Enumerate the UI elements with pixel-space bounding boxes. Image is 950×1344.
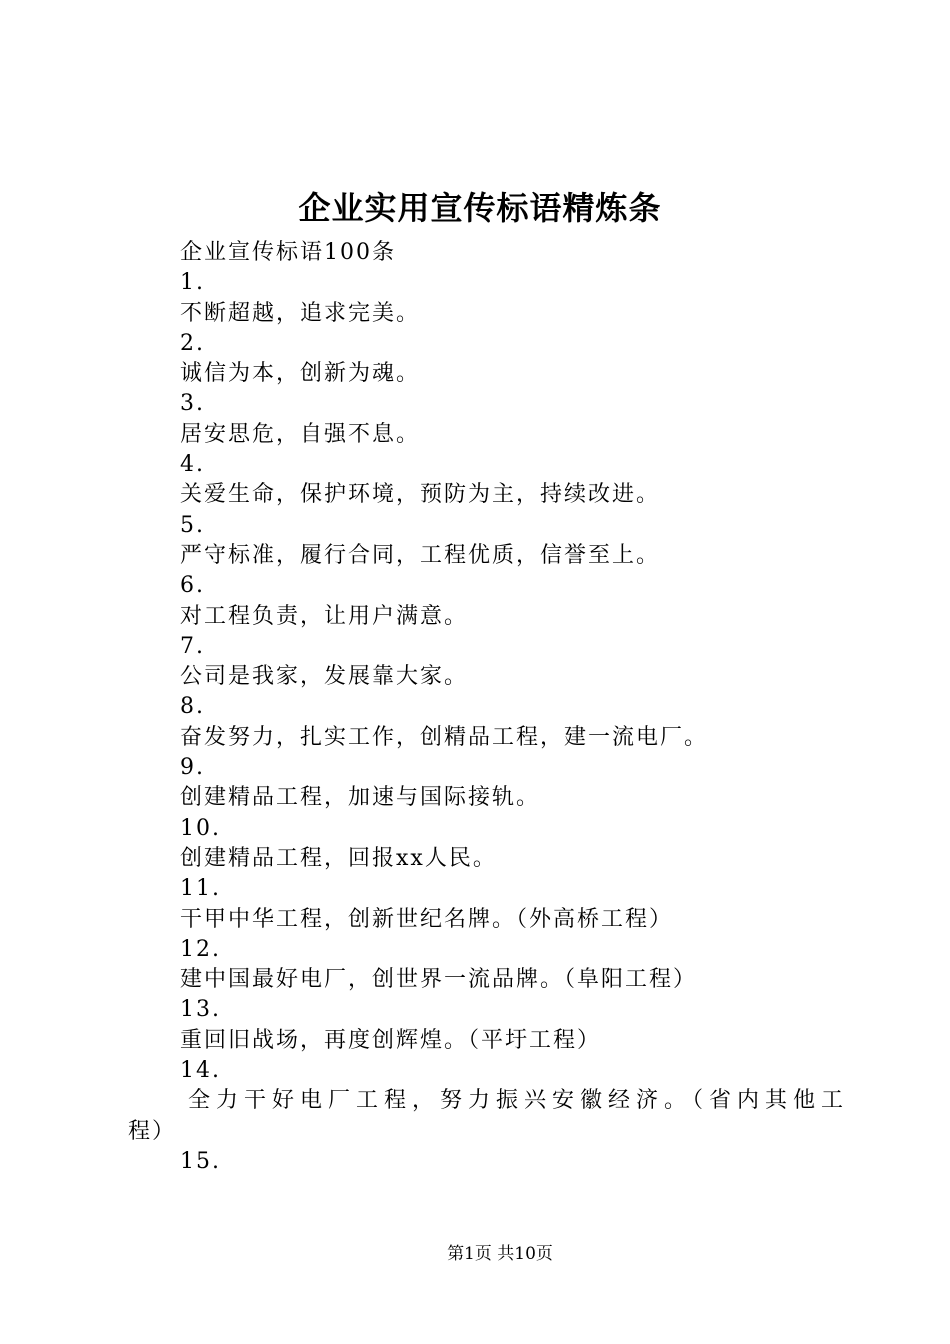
item-number: 3. <box>180 391 205 417</box>
item-text-wrapped <box>128 1086 850 1147</box>
item-number: 14. <box>180 1058 221 1084</box>
item-number: 12. <box>180 936 221 962</box>
item-text: 诚信为本，创新为魂。 <box>180 361 421 387</box>
item-number: 9. <box>180 755 205 781</box>
document-body <box>128 238 850 1177</box>
item-text-first-line: 全力干好电厂工程，努力振兴安徽经济。（省内其他工 <box>188 1088 850 1114</box>
page-footer: 第1页 共10页 <box>447 1244 553 1264</box>
item-text: 严守标准，履行合同，工程优质，信誉至上。 <box>180 542 661 568</box>
item-number: 1. <box>180 270 205 296</box>
item-text: 对工程负责，让用户满意。 <box>180 603 469 629</box>
item-number: 15. <box>180 1148 221 1174</box>
subtitle: 企业宣传标语100条 <box>180 240 396 265</box>
item-text-continuation: 程） <box>128 1118 177 1144</box>
item-number: 7. <box>180 633 205 659</box>
item-number: 8. <box>180 694 205 720</box>
item-text: 关爱生命，保护环境，预防为主，持续改进。 <box>180 482 661 508</box>
item-text: 建中国最好电厂，创世界一流品牌。（阜阳工程） <box>180 967 698 993</box>
item-number: 11. <box>180 876 221 902</box>
item-number: 13. <box>180 997 221 1023</box>
item-number: 5. <box>180 512 205 538</box>
item-text: 公司是我家，发展靠大家。 <box>180 664 469 690</box>
item-text: 奋发努力，扎实工作，创精品工程，建一流电厂。 <box>180 724 709 750</box>
document-title: 企业实用宣传标语精炼条 <box>298 189 662 227</box>
item-number: 2. <box>180 330 205 356</box>
item-text: 重回旧战场，再度创辉煌。（平圩工程） <box>180 1027 602 1053</box>
item-number: 4. <box>180 452 205 478</box>
item-number: 10. <box>180 815 221 841</box>
item-text: 干甲中华工程，创新世纪名牌。（外高桥工程） <box>180 906 674 932</box>
item-text: 创建精品工程，回报xx人民。 <box>180 845 497 871</box>
item-number: 6. <box>180 573 205 599</box>
item-text: 居安思危，自强不息。 <box>180 421 421 447</box>
item-text: 创建精品工程，加速与国际接轨。 <box>180 785 541 811</box>
item-text: 不断超越，追求完美。 <box>180 300 421 326</box>
